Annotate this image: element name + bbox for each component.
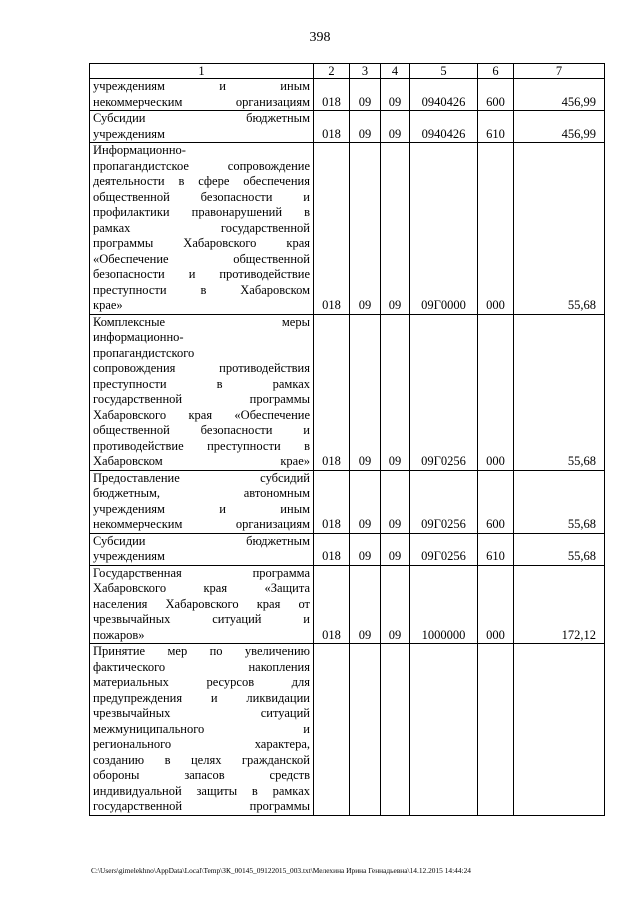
section-code-cell: 09 <box>350 111 381 143</box>
target-article-cell: 09Г0256 <box>410 470 478 533</box>
table-row <box>90 470 605 533</box>
amount-cell: 172,12 <box>514 565 605 644</box>
section-code-cell: 09 <box>350 533 381 565</box>
header-cell-4: 4 <box>381 64 410 79</box>
amount-cell: 55,68 <box>514 314 605 470</box>
amount-cell: 456,99 <box>514 79 605 111</box>
table-row <box>90 533 605 565</box>
table-row <box>90 644 605 816</box>
expense-type-cell: 600 <box>478 79 514 111</box>
section-code-cell <box>350 644 381 816</box>
amount-cell: 55,68 <box>514 143 605 315</box>
row-name-cell: Субсидии бюджетным учреждениям <box>90 533 314 565</box>
page-number: 398 <box>309 30 331 45</box>
subsection-code-cell: 09 <box>381 314 410 470</box>
target-article-cell: 09Г0000 <box>410 143 478 315</box>
ministry-code-cell: 018 <box>314 533 350 565</box>
section-code-cell: 09 <box>350 314 381 470</box>
budget-table <box>89 63 605 816</box>
row-name-cell: Принятие мер по увеличению фактического накопления материальных ресурсов для предупреждения и ликвидации чрезвычайных ситуаций межмуниципального и регионального характера, созданию в целях гражданской обороны запасов средств индивидуальной защиты в рамках государственной программы <box>90 644 314 816</box>
ministry-code-cell: 018 <box>314 143 350 315</box>
expense-type-cell: 610 <box>478 111 514 143</box>
expense-type-cell: 000 <box>478 565 514 644</box>
row-name-cell: учреждениям и иным некоммерческим организациям <box>90 79 314 111</box>
ministry-code-cell: 018 <box>314 565 350 644</box>
subsection-code-cell: 09 <box>381 143 410 315</box>
amount-cell: 55,68 <box>514 470 605 533</box>
subsection-code-cell: 09 <box>381 79 410 111</box>
table-row <box>90 79 605 111</box>
target-article-cell: 09Г0256 <box>410 314 478 470</box>
expense-type-cell <box>478 644 514 816</box>
ministry-code-cell: 018 <box>314 111 350 143</box>
table-header-row <box>90 64 605 79</box>
expense-type-cell: 000 <box>478 314 514 470</box>
header-cell-5: 5 <box>410 64 478 79</box>
row-name-cell: Информационно- пропагандистское сопровождение деятельности в сфере обеспечения общественной безопасности и профилактики правонарушений в рамках государственной программы Хабаровского края «Обеспечение общественной безопасности и противодействие преступности в Хабаровском крае» <box>90 143 314 315</box>
ministry-code-cell: 018 <box>314 470 350 533</box>
ministry-code-cell: 018 <box>314 314 350 470</box>
target-article-cell: 1000000 <box>410 565 478 644</box>
subsection-code-cell: 09 <box>381 111 410 143</box>
section-code-cell: 09 <box>350 470 381 533</box>
expense-type-cell: 000 <box>478 143 514 315</box>
target-article-cell: 09Г0256 <box>410 533 478 565</box>
section-code-cell: 09 <box>350 565 381 644</box>
table-row <box>90 143 605 315</box>
subsection-code-cell: 09 <box>381 533 410 565</box>
ministry-code-cell <box>314 644 350 816</box>
amount-cell: 55,68 <box>514 533 605 565</box>
table-row <box>90 314 605 470</box>
section-code-cell: 09 <box>350 143 381 315</box>
row-name-cell: Государственная программа Хабаровского края «Защита населения Хабаровского края от чрезвычайных ситуаций и пожаров» <box>90 565 314 644</box>
amount-cell: 456,99 <box>514 111 605 143</box>
subsection-code-cell <box>381 644 410 816</box>
header-cell-1: 1 <box>90 64 314 79</box>
row-name-cell: Комплексные меры информационно- пропагандистского сопровождения противодействия преступности в рамках государственной программы Хабаровского края «Обеспечение общественной безопасности и противодействие преступности в Хабаровском крае» <box>90 314 314 470</box>
header-cell-2: 2 <box>314 64 350 79</box>
table-row <box>90 111 605 143</box>
expense-type-cell: 610 <box>478 533 514 565</box>
row-name-cell: Субсидии бюджетным учреждениям <box>90 111 314 143</box>
file-path-footer: C:\Users\gimelekhno\AppData\Local\Temp\ЗК_00145_09122015_003.txt\Мелехина Ирина Геннадьевна\14.12.2015 14:44:24 <box>91 866 471 875</box>
expense-type-cell: 600 <box>478 470 514 533</box>
ministry-code-cell: 018 <box>314 79 350 111</box>
amount-cell <box>514 644 605 816</box>
target-article-cell: 0940426 <box>410 111 478 143</box>
table-row <box>90 565 605 644</box>
header-cell-3: 3 <box>350 64 381 79</box>
header-cell-6: 6 <box>478 64 514 79</box>
target-article-cell <box>410 644 478 816</box>
section-code-cell: 09 <box>350 79 381 111</box>
row-name-cell: Предоставление субсидий бюджетным, автономным учреждениям и иным некоммерческим организациям <box>90 470 314 533</box>
target-article-cell: 0940426 <box>410 79 478 111</box>
header-cell-7: 7 <box>514 64 605 79</box>
subsection-code-cell: 09 <box>381 470 410 533</box>
subsection-code-cell: 09 <box>381 565 410 644</box>
